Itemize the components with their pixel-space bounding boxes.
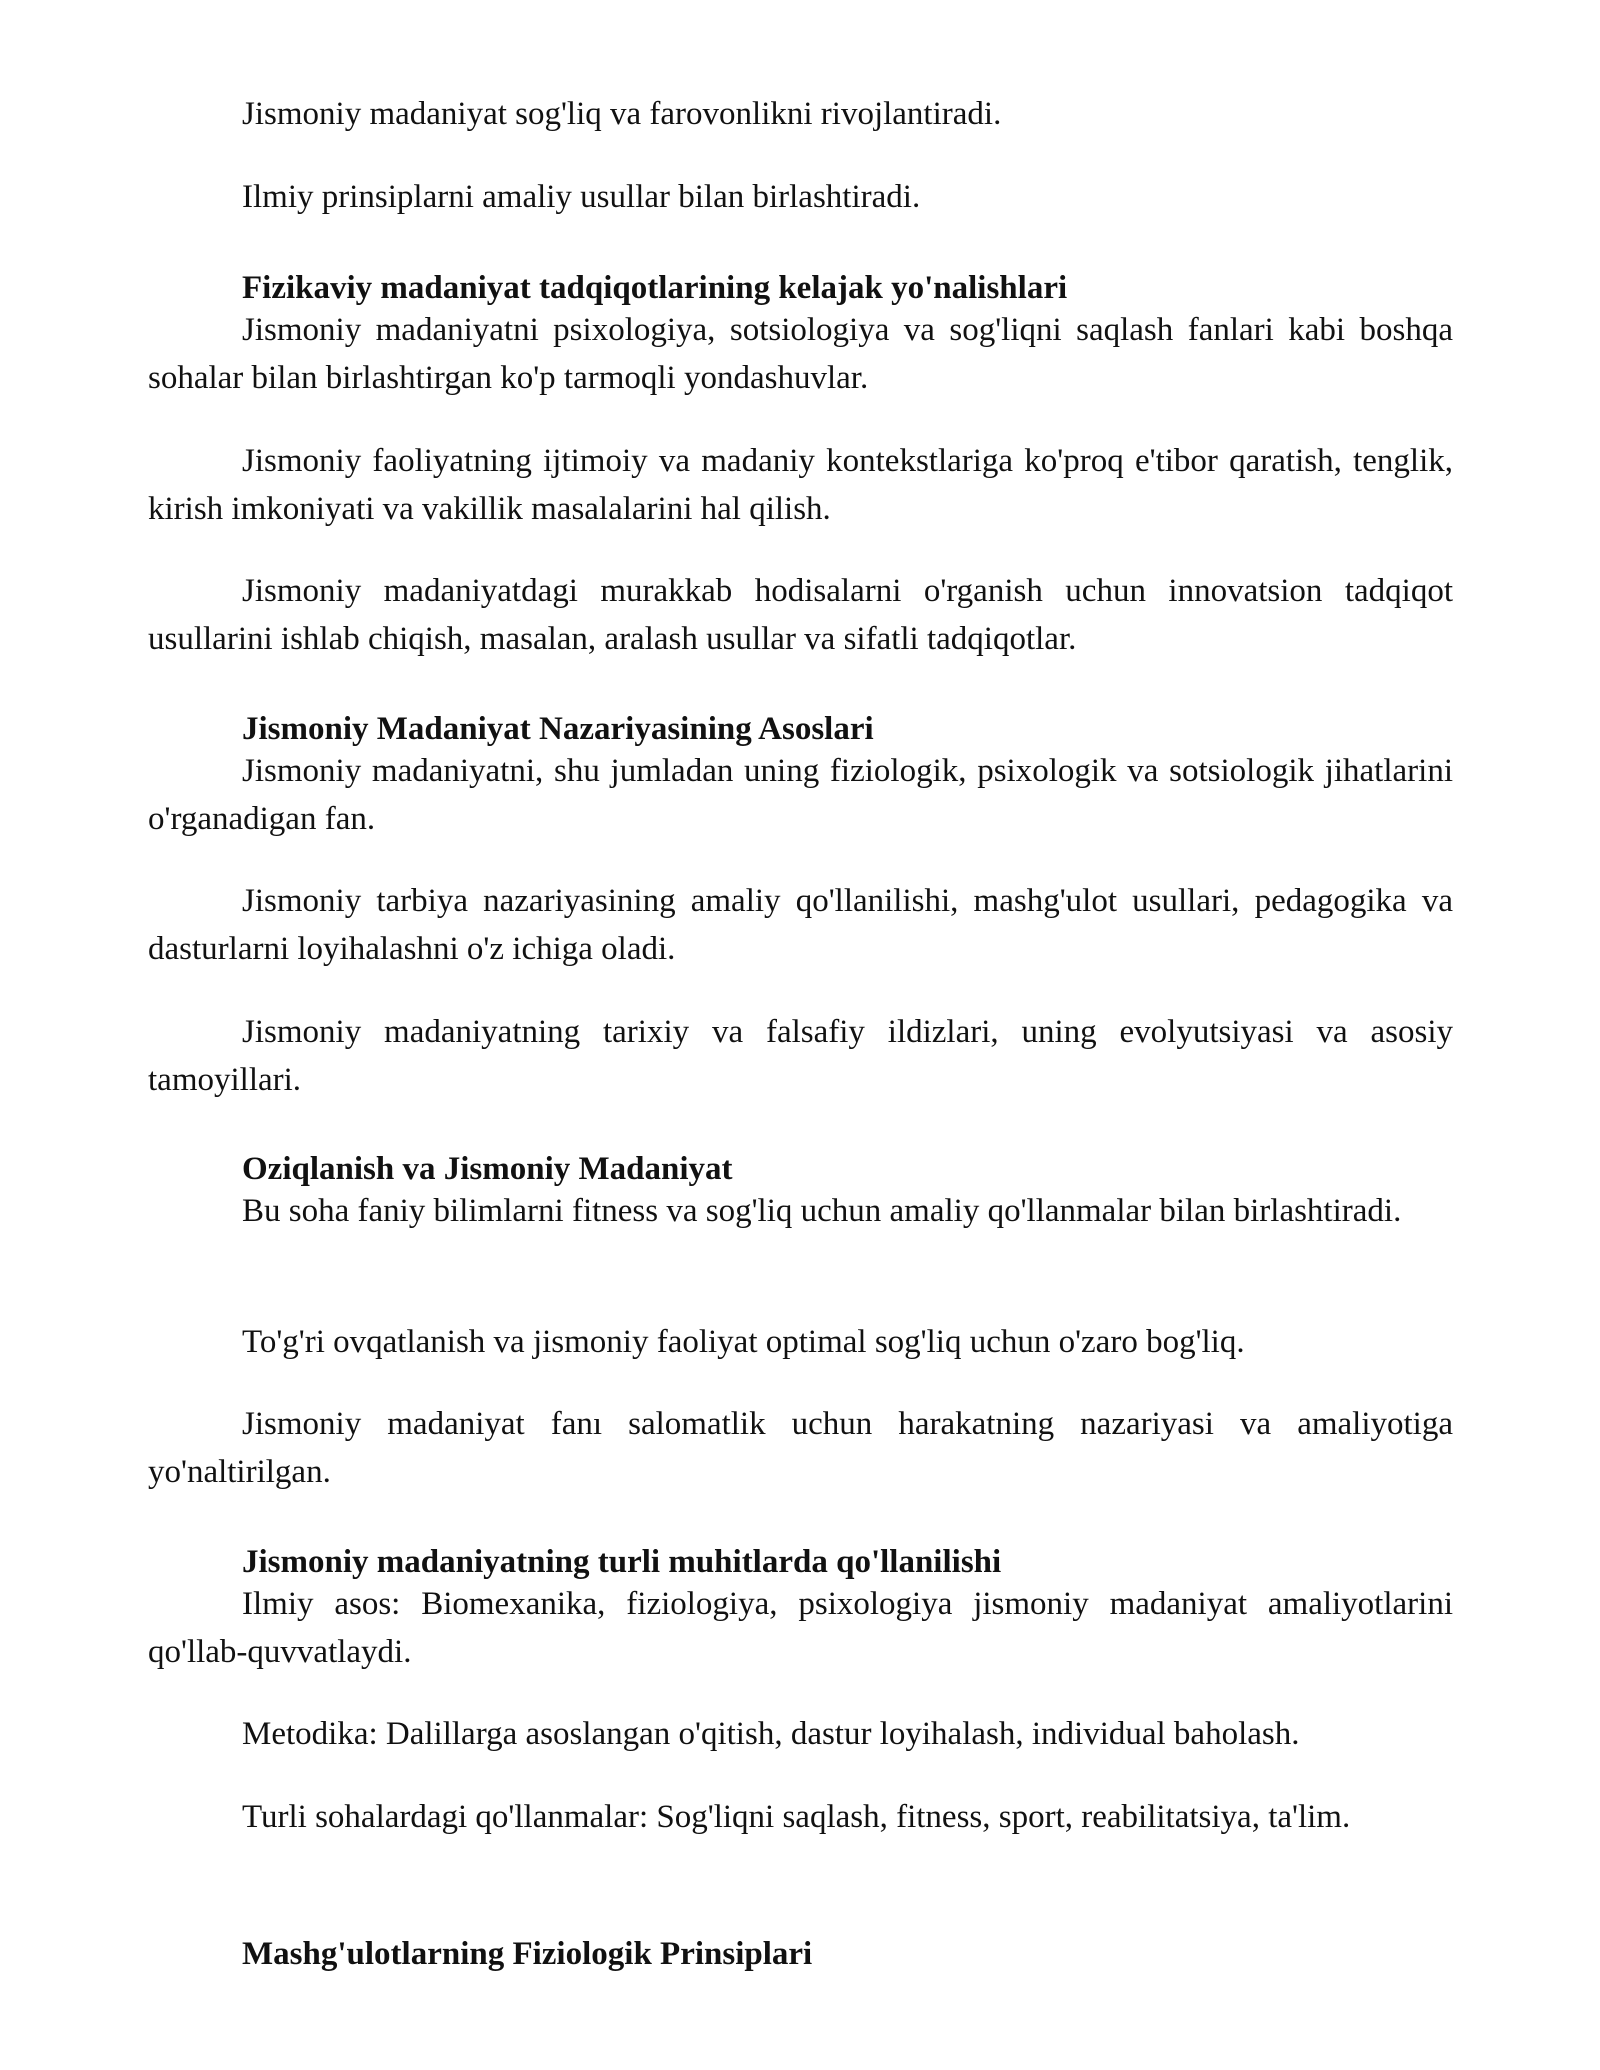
heading-physiological-principles: Mashg'ulotlarning Fiziologik Prinsiplari	[242, 1936, 813, 1972]
paragraph-historical-roots: Jismoniy madaniyatning tarixiy va falsafiy ildizlari, uning evolyutsiyasi va asosiy tamoyillari.	[148, 1014, 1453, 1098]
paragraph-scientific-principles: Ilmiy prinsiplarni amaliy usullar bilan birlashtiradi.	[242, 179, 921, 215]
paragraph-field-knowledge: Bu soha faniy bilimlarni fitness va sog'liq uchun amaliy qo'llanmalar bilan birlashtiradi.	[242, 1193, 1402, 1229]
paragraph-scientific-basis: Ilmiy asos: Biomexanika, fiziologiya, psixologiya jismoniy madaniyat amaliyotlarini qo'llab-quvvatlaydi.	[148, 1586, 1453, 1670]
heading-future-research: Fizikaviy madaniyat tadqiqotlarining kelajak yo'nalishlari	[242, 270, 1068, 306]
paragraph-social-context: Jismoniy faoliyatning ijtimoiy va madaniy kontekstlariga ko'proq e'tibor qaratish, tenglik, kirish imkoniyati va vakillik masalalarini hal qilish.	[148, 443, 1453, 527]
paragraph-methodology: Metodika: Dalillarga asoslangan o'qitish, dastur loyihalash, individual baholash.	[242, 1716, 1300, 1752]
paragraph-practical-application: Jismoniy tarbiya nazariyasining amaliy qo'llanilishi, mashg'ulot usullari, pedagogika va dasturlarni loyihalashni o'z ichiga oladi.	[148, 883, 1453, 967]
heading-applications: Jismoniy madaniyatning turli muhitlarda qo'llanilishi	[242, 1544, 1002, 1580]
paragraph-research-methods: Jismoniy madaniyatdagi murakkab hodisalarni o'rganish uchun innovatsion tadqiqot usullarini ishlab chiqish, masalan, aralash usullar va sifatli tadqiqotlar.	[148, 573, 1453, 657]
heading-theory-foundations: Jismoniy Madaniyat Nazariyasining Asoslari	[242, 711, 874, 747]
paragraph-proper-nutrition: To'g'ri ovqatlanish va jismoniy faoliyat optimal sog'liq uchun o'zaro bog'liq.	[242, 1324, 1245, 1360]
paragraph-discipline: Jismoniy madaniyatni, shu jumladan uning fiziologik, psixologik va sotsiologik jihatlarini o'rganadigan fan.	[148, 753, 1453, 837]
paragraph-health-wellbeing: Jismoniy madaniyat sog'liq va farovonlikni rivojlantiradi.	[242, 96, 1002, 132]
paragraph-movement-theory: Jismoniy madaniyat fanı salomatlik uchun harakatning nazariyasi va amaliyotiga yo'naltirilgan.	[148, 1406, 1453, 1490]
paragraph-applications-fields: Turli sohalardagi qo'llanmalar: Sog'liqni saqlash, fitness, sport, reabilitatsiya, ta'lim.	[242, 1799, 1351, 1835]
heading-nutrition: Oziqlanish va Jismoniy Madaniyat	[242, 1151, 733, 1187]
paragraph-multidisciplinary: Jismoniy madaniyatni psixologiya, sotsiologiya va sog'liqni saqlash fanlari kabi boshqa sohalar bilan birlashtirgan ko'p tarmoqli yondashuvlar.	[148, 312, 1453, 396]
